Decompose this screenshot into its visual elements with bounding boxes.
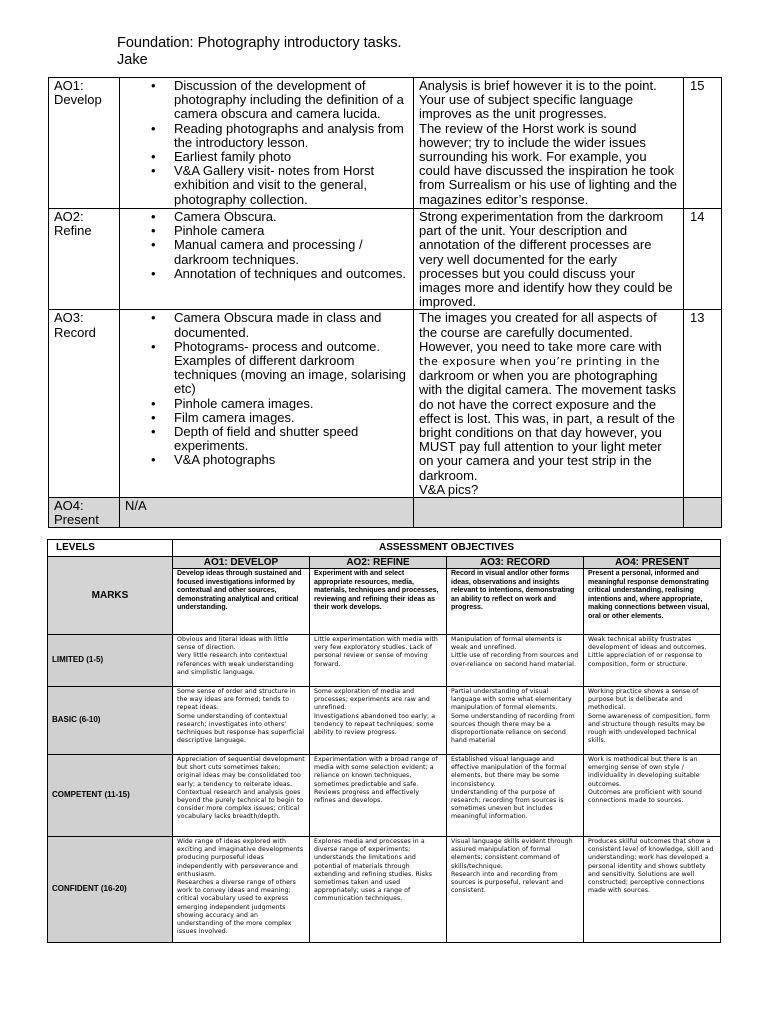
column-header: AO1: DEVELOP xyxy=(173,557,310,569)
grid-cell: Weak technical ability frustrates development of ideas and outcomes. Little appreciation of or response to composition, form or structure. xyxy=(584,635,721,687)
table-row-ao2 xyxy=(49,209,722,310)
objective-cell xyxy=(49,209,120,310)
row-label: COMPETENT (11-15) xyxy=(48,755,173,837)
document-header xyxy=(117,35,402,69)
grid-cell: Experiment with and select appropriate resources, media, materials, techniques and processes, reviewing and refining their ideas as their work develops. xyxy=(310,569,447,635)
score-cell xyxy=(684,498,722,528)
grid-cell: Little experimentation with media with very few exploratory studies. Lack of personal review or sense of moving forward. xyxy=(310,635,447,687)
grid-cell: Present a personal, informed and meaningful response demonstrating critical understanding, realising intentions and, where appropriate, making connections between visual, oral or other elements. xyxy=(584,569,721,635)
feedback-cell xyxy=(414,209,684,310)
grid-cell: Established visual language and effective manipulation of the formal elements, but there may be some inconsistency. Understanding of the purpose of research; recording from sources is sometimes uneven but includes meaningful information. xyxy=(447,755,584,837)
table-row xyxy=(48,837,721,943)
table-row xyxy=(48,755,721,837)
list-item: • Camera Obscura made in class and documented. xyxy=(125,311,408,339)
grid-cell: Develop ideas through sustained and focused investigations informed by contextual and other sources, demonstrating analytical and critical understanding. xyxy=(173,569,310,635)
document-title: Foundation: Photography introductory tasks. xyxy=(117,35,402,51)
feedback-cell xyxy=(414,498,684,528)
grid-cell: Visual language skills evident through assured manipulation of formal elements; consistent command of skills/technique. Research into and recording from sources is purposeful, relevant and consistent. xyxy=(447,837,584,943)
score-cell: 13 xyxy=(684,310,722,498)
tasks-cell xyxy=(120,310,414,498)
tasks-cell: N/A xyxy=(120,498,414,528)
list-item: • V&A Gallery visit- notes from Horst exhibition and visit to the general, photography collection. xyxy=(125,164,408,207)
feedback-text: darkroom or when you are photographing with the digital camera. The movement tasks do not have the correct exposure and the effect is lost. This was, in part, a result of the bright conditions on that day however, you MUST pay full attention to your light meter on your camera and your test strip in the darkroom. xyxy=(419,368,676,483)
levels-header: LEVELS xyxy=(48,540,173,557)
grid-cell: Obvious and literal ideas with little sense of direction. Very little research into contextual references with weak understanding and simplistic language. xyxy=(173,635,310,687)
row-label: BASIC (6-10) xyxy=(48,687,173,755)
row-label-marks: MARKS xyxy=(48,557,173,635)
score-cell: 14 xyxy=(684,209,722,310)
grid-cell: Manipulation of formal elements is weak and unrefined. Little use of recording from sources and over-reliance on second hand material. xyxy=(447,635,584,687)
column-header: AO2: REFINE xyxy=(310,557,447,569)
feedback-text: Analysis is brief however it is to the point. Your use of subject specific language improves as the unit progresses. xyxy=(419,78,657,122)
row-label: CONFIDENT (16-20) xyxy=(48,837,173,943)
objectives-header: ASSESSMENT OBJECTIVES xyxy=(173,540,721,557)
table-row-ao4 xyxy=(49,498,722,528)
feedback-cell xyxy=(414,310,684,498)
list-item: • Camera Obscura. xyxy=(125,210,408,224)
list-item: • Photograms- process and outcome. Examples of different darkroom techniques (moving an image, solarising etc) xyxy=(125,340,408,397)
objective-name: Refine xyxy=(54,223,92,239)
objective-cell xyxy=(49,78,120,209)
column-header-row xyxy=(48,557,721,569)
objective-name: Develop xyxy=(54,92,102,108)
row-label: LIMITED (1-5) xyxy=(48,635,173,687)
feedback-text: The review of the Horst work is sound however; try to include the wider issues surrounding his work. For example, you could have discussed the inspiration he took from Surrealism or his use of lighting and the magazines editor’s response. xyxy=(419,120,677,207)
objective-name: Record xyxy=(54,324,96,340)
grid-cell: Explores media and processes in a diverse range of experiments; understands the limitations and potential of materials through extending and refining studies. Risks sometimes taken and used appropriately; uses a range of communication techniques. xyxy=(310,837,447,943)
list-item: • Manual camera and processing / darkroom techniques. xyxy=(125,238,408,266)
objective-cell xyxy=(49,310,120,498)
grid-cell: Appreciation of sequential development but short cuts sometimes taken; original ideas may be consolidated too early; a tendency to reiterate ideas. Contextual research and analysis goes beyond the purely technical to begin to consider more complex issues; critical vocabulary lacks breadth/depth. xyxy=(173,755,310,837)
list-item: • Pinhole camera xyxy=(125,224,408,238)
table-header-row xyxy=(48,540,721,557)
objective-code: AO1: xyxy=(54,78,84,93)
feedback-text xyxy=(419,311,678,482)
list-item: • Reading photographs and analysis from the introductory lesson. xyxy=(125,122,408,150)
table-row xyxy=(48,687,721,755)
list-item: • V&A photographs xyxy=(125,453,408,467)
table-row-ao3 xyxy=(49,310,722,498)
objective-cell xyxy=(49,498,120,528)
grid-cell: Some exploration of media and processes; experiments are raw and unrefined. Investigations abandoned too early; a tendency to repeat techniques; some ability to review progress. xyxy=(310,687,447,755)
tasks-cell xyxy=(120,78,414,209)
grid-cell: Working practice shows a sense of purpose but is deliberate and methodical. Some awareness of composition, form and structure though results may be rough with undeveloped technical skills. xyxy=(584,687,721,755)
grid-cell: Record in visual and/or other forms ideas, observations and insights relevant to intentions, demonstrating an ability to reflect on work and progress. xyxy=(447,569,584,635)
feedback-cell xyxy=(414,78,684,209)
feedback-table xyxy=(48,77,722,528)
objective-name: Present xyxy=(54,512,99,528)
list-item: • Annotation of techniques and outcomes. xyxy=(125,267,408,281)
task-list xyxy=(125,311,408,467)
tasks-cell xyxy=(120,209,414,310)
list-item: • Depth of field and shutter speed experiments. xyxy=(125,425,408,453)
list-item: • Film camera images. xyxy=(125,411,408,425)
table-row xyxy=(48,635,721,687)
task-list xyxy=(125,210,408,281)
table-row-ao1 xyxy=(49,78,722,209)
feedback-text: Strong experimentation from the darkroom part of the unit. Your description and annotation of the different processes are very well documented for the early processes but you could discuss your images more and identify how they could be improved. xyxy=(419,209,673,310)
grid-cell: Wide range of ideas explored with exciting and imaginative developments producing purposeful ideas independently with perseverance and enthusiasm. Researches a diverse range of others work to convey ideas and meaning; critical vocabulary used to express emerging independent judgments showing accuracy and an understanding of the more complex issues involved. xyxy=(173,837,310,943)
column-header: AO4: PRESENT xyxy=(584,557,721,569)
student-name: Jake xyxy=(117,52,148,68)
list-item: • Earliest family photo xyxy=(125,150,408,164)
feedback-text: The images you created for all aspects of the course are carefully documented. However, you need to take more care with xyxy=(419,310,662,354)
grid-cell: Work is methodical but there is an emerging sense of own style / individuality in developing suitable outcomes. Outcomes are proficient with sound connections made to sources. xyxy=(584,755,721,837)
column-header: AO3: RECORD xyxy=(447,557,584,569)
task-list xyxy=(125,79,408,207)
assessment-grid xyxy=(47,539,721,943)
feedback-text: the exposure when you’re printing in the xyxy=(419,355,660,369)
score-cell: 15 xyxy=(684,78,722,209)
grid-cell: Experimentation with a broad range of media with some selection evident; a reliance on known techniques, sometimes predictable and safe. Reviews progress and effectively refines and develops. xyxy=(310,755,447,837)
objective-code: AO2: xyxy=(54,209,84,224)
list-item: • Discussion of the development of photography including the definition of a camera obscura and camera lucida. xyxy=(125,79,408,122)
objective-code: AO4: xyxy=(54,498,84,514)
grid-cell: Partial understanding of visual language with some what elementary manipulation of formal elements. Some understanding of recording from sources though there may be a disproportionate reliance on second hand material xyxy=(447,687,584,755)
objective-code: AO3: xyxy=(54,310,84,326)
list-item: • Pinhole camera images. xyxy=(125,397,408,411)
grid-cell: Some sense of order and structure in the way ideas are formed; tends to repeat ideas. Some understanding of contextual research; investigates into others’ techniques but response has superficial descriptive language. xyxy=(173,687,310,755)
grid-cell: Produces skilful outcomes that show a consistent level of knowledge, skill and understanding; work has developed a personal identity and shows subtlety and sensitivity. Solutions are well constructed; perceptive connections made with sources. xyxy=(584,837,721,943)
feedback-text: V&A pics? xyxy=(419,481,479,497)
